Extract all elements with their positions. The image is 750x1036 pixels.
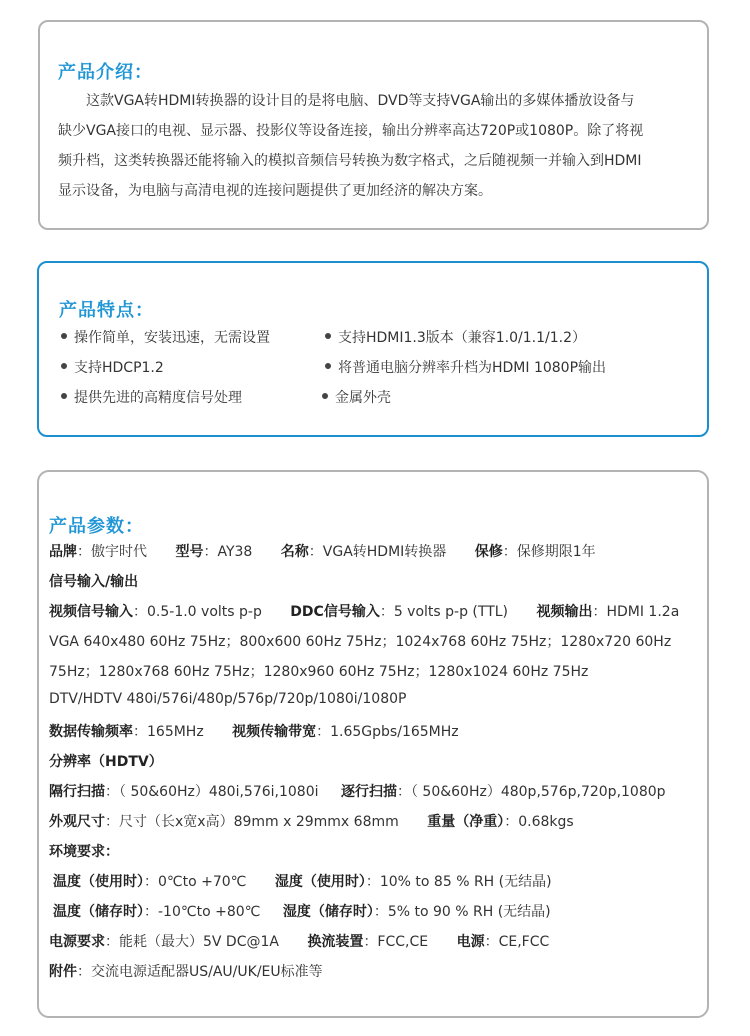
param-heading-resolution: 分辨率（HDTV）: [49, 754, 163, 770]
param-row-size: 外观尺寸：尺寸（长x宽x高）89mm x 29mmx 68mm 重量（净重）：0.68kgs: [49, 814, 574, 830]
bullet-icon: [322, 393, 328, 399]
param-row-accessories: 附件：交流电源适配器US/AU/UK/EU标准等: [49, 964, 323, 980]
params-title: 产品参数：: [49, 516, 144, 537]
bullet-icon: [61, 393, 67, 399]
product-features-card: [37, 261, 709, 437]
bullet-icon: [61, 363, 67, 369]
bullet-icon: [325, 333, 331, 339]
product-intro-card: [38, 20, 709, 230]
feature-item: 金属外壳: [322, 387, 391, 407]
feature-item: 支持HDCP1.2: [61, 357, 164, 377]
param-row-basic: 品牌：傲宇时代 型号：AY38 名称：VGA转HDMI转换器 保修：保修期限1年: [49, 544, 596, 560]
feature-item: 提供先进的高精度信号处理: [61, 387, 242, 407]
param-vga-line: 75Hz；1280x768 60Hz 75Hz；1280x960 60Hz 75Hz；1280x1024 60Hz 75Hz: [49, 664, 589, 680]
param-row-env-store: 温度（储存时）：-10℃to +80℃ 湿度（储存时）：5% to 90 % RH (无结晶): [53, 904, 551, 920]
feature-item: 操作简单，安装迅速，无需设置: [61, 327, 270, 347]
intro-paragraph: [58, 86, 698, 206]
intro-line: 频升档，这类转换器还能将输入的模拟音频信号转换为数字格式，之后随视频一并输入到HDMI: [58, 153, 642, 169]
product-params-card: [37, 470, 709, 1018]
feature-item: 将普通电脑分辨率升档为HDMI 1080P输出: [325, 357, 606, 377]
bullet-icon: [325, 363, 331, 369]
bullet-icon: [61, 333, 67, 339]
param-heading-io: 信号输入/输出: [49, 574, 139, 590]
intro-title: 产品介绍：: [58, 62, 153, 83]
param-row-scan: 隔行扫描：（ 50&60Hz）480i,576i,1080i 逐行扫描：（ 50&60Hz）480p,576p,720p,1080p: [49, 784, 666, 800]
param-dtv-line: DTV/HDTV 480i/576i/480p/576p/720p/1080i/1080P: [49, 691, 407, 707]
features-title: 产品特点：: [59, 300, 154, 321]
feature-item: 支持HDMI1.3版本（兼容1.0/1.1/1.2）: [325, 327, 586, 347]
param-heading-env: 环境要求：: [49, 844, 119, 860]
intro-line: 缺少VGA接口的电视、显示器、投影仪等设备连接，输出分辨率高达720P或1080P。除了将视: [58, 123, 644, 139]
intro-line: 显示设备，为电脑与高清电视的连接问题提供了更加经济的解决方案。: [58, 183, 492, 199]
param-row-power: 电源要求：能耗（最大）5V DC@1A 换流装置：FCC,CE 电源：CE,FCC: [49, 934, 550, 950]
param-row-video: 视频信号输入：0.5-1.0 volts p-p DDC信号输入：5 volts p-p (TTL) 视频输出：HDMI 1.2a: [49, 604, 680, 620]
param-row-transfer: 数据传输频率：165MHz 视频传输带宽：1.65Gpbs/165MHz: [49, 724, 459, 740]
param-vga-line: VGA 640x480 60Hz 75Hz；800x600 60Hz 75Hz；1024x768 60Hz 75Hz；1280x720 60Hz: [49, 634, 672, 650]
intro-line: 这款VGA转HDMI转换器的设计目的是将电脑、DVD等支持VGA输出的多媒体播放设备与: [86, 93, 635, 109]
param-row-env-use: 温度（使用时）：0℃to +70℃ 湿度（使用时）：10% to 85 % RH (无结晶): [53, 874, 552, 890]
